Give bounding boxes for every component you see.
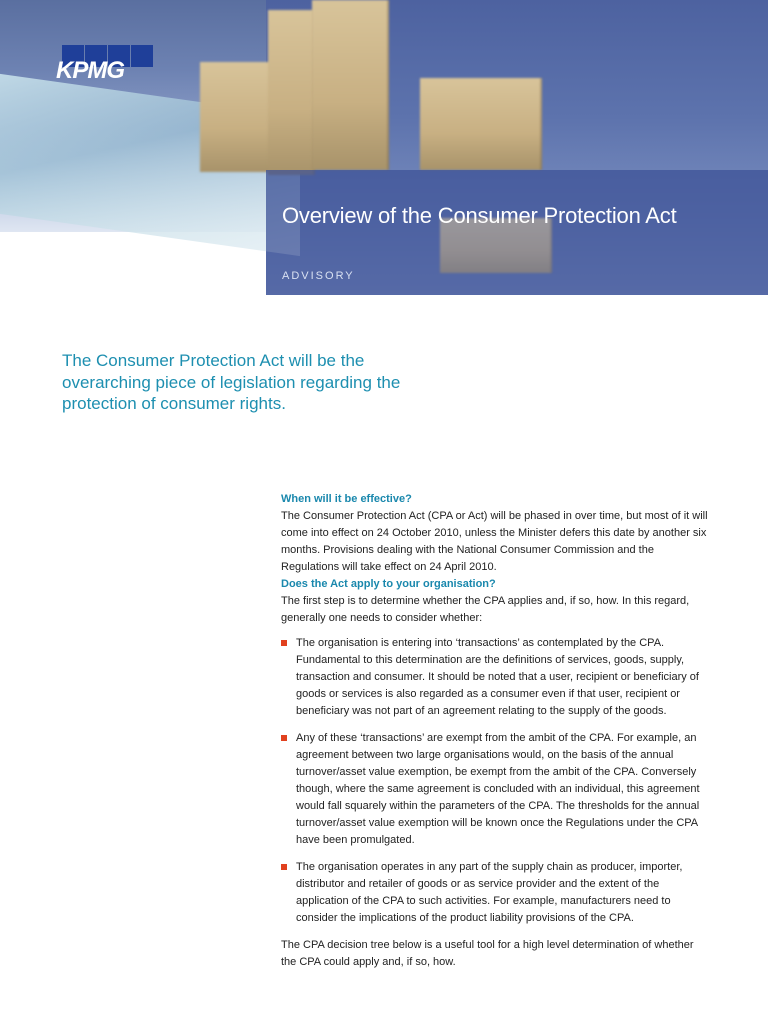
cardboard-box [420, 78, 542, 170]
bullet-square-icon [281, 864, 287, 870]
section-tag: ADVISORY [282, 270, 355, 282]
cardboard-box [200, 62, 272, 172]
section-body: The Consumer Protection Act (CPA or Act) will be phased in over time, but most of it will come into effect on 24 October 2010, unless the Minister defers this date by another six months. Provisions dealing with the National Consumer Commission and the Regulations will take effect on 24 April 2010. [281, 510, 708, 573]
section-body: The first step is to determine whether the CPA applies and, if so, how. In this regard, generally one needs to consider whether: [281, 595, 690, 624]
cardboard-box [268, 10, 315, 175]
body-column [281, 491, 711, 971]
bullet-square-icon [281, 735, 287, 741]
list-item [281, 635, 711, 720]
hero-banner [0, 0, 768, 295]
list-item [281, 859, 711, 927]
logo-text: KPMG [56, 57, 124, 84]
intro-statement: The Consumer Protection Act will be the overarching piece of legislation regarding the protection of consumer rights. [62, 351, 401, 413]
section-heading: Does the Act apply to your organisation? [281, 578, 496, 590]
list-item [281, 730, 711, 849]
page-title: Overview of the Consumer Protection Act [282, 203, 677, 228]
criteria-list [281, 635, 711, 927]
list-item-text: Any of these ‘transactions’ are exempt from the ambit of the CPA. For example, an agreement between two large organisations would, on the basis of the annual turnover/asset value exemption, be exempt from the ambit of the CPA. Conversely though, where the same agreement is concluded with an individual, this agreement would fall squarely within the parameters of the CPA. The thresholds for the annual turnover/asset value exemption will be known once the Regulations under the CPA have been promulgated. [296, 732, 700, 846]
list-item-text: The organisation is entering into ‘transactions’ as contemplated by the CPA. Fundamental to this determination are the definitions of services, goods, supply, transaction and consumer. It should be noted that a user, recipient or beneficiary of goods or services is also regarded as a consumer even if that user, recipient or beneficiary was not part of an agreement relating to the supply of the goods. [296, 637, 699, 717]
bullet-square-icon [281, 640, 287, 646]
closing-paragraph: The CPA decision tree below is a useful tool for a high level determination of whether the CPA could apply and, if so, how. [281, 939, 694, 968]
kpmg-logo [56, 45, 156, 85]
cardboard-box [312, 0, 389, 170]
list-item-text: The organisation operates in any part of the supply chain as producer, importer, distributor and retailer of goods or as service provider and the extent of the application of the CPA to such activities. For example, manufacturers need to consider the implications of the product liability provisions of the CPA. [296, 861, 683, 924]
section-heading: When will it be effective? [281, 493, 412, 505]
